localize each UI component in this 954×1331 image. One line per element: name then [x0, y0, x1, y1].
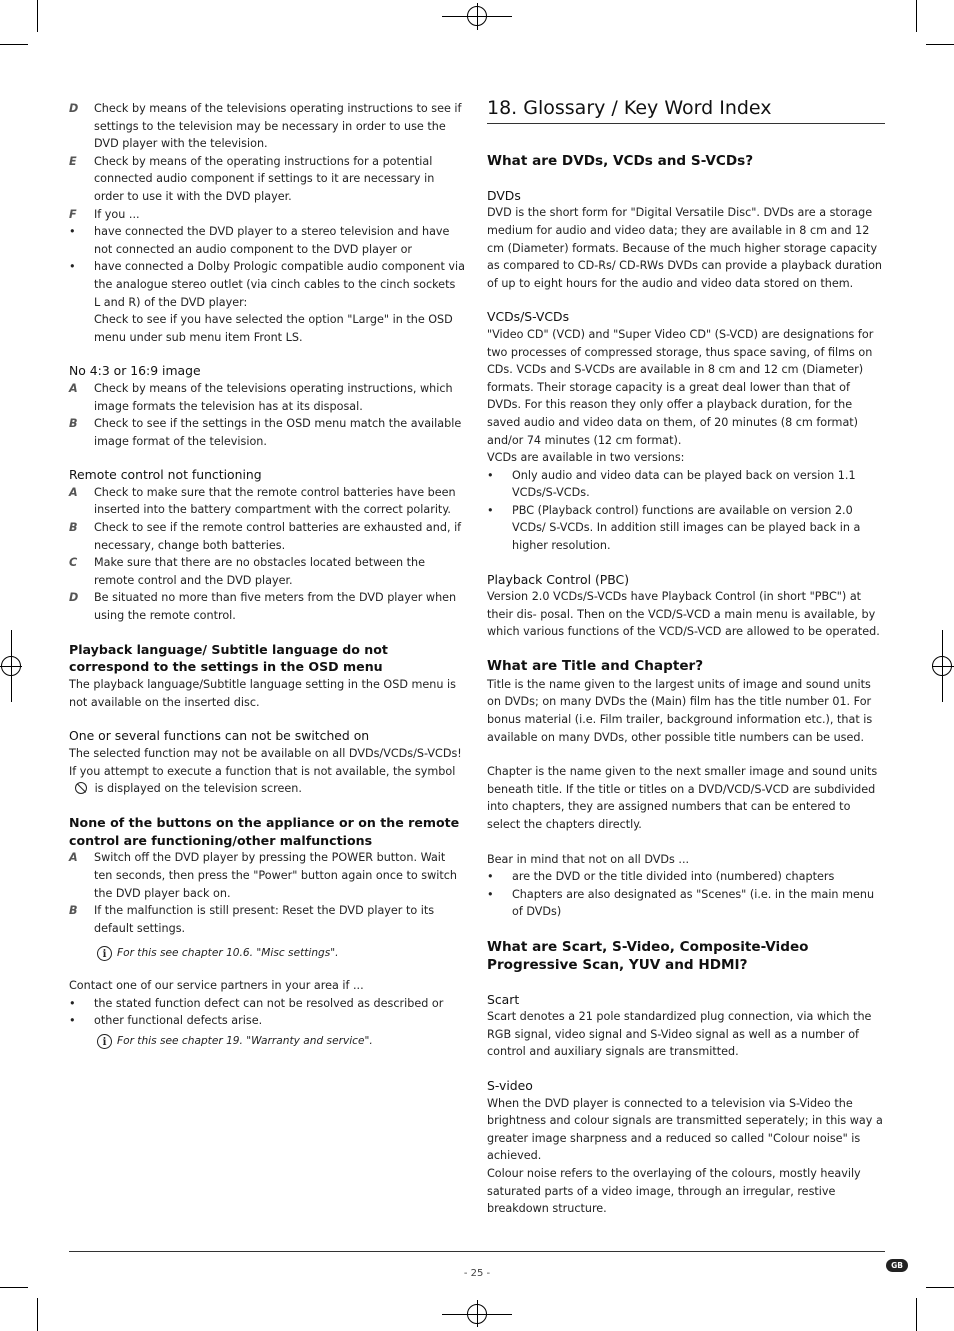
subsection-heading: Scart: [487, 991, 520, 1007]
section-heading: Playback language/ Subtitle language do not correspond to the settings in the OSD menu: [69, 641, 388, 675]
list-item: B Check to see if the remote control batteries are exhausted and, if necessary, change both batteries.: [69, 521, 462, 552]
subsection-heading: Playback Control (PBC): [487, 571, 630, 587]
paragraph: Check to see if you have selected the option "Large" in the OSD menu under sub menu item Front LS.: [94, 313, 453, 344]
list-item: B Check to see if the settings in the OSD menu match the available image format of the television.: [69, 417, 462, 448]
language-badge: GB: [886, 1259, 908, 1272]
paragraph: Colour noise refers to the overlaying of the colours, mostly heavily saturated parts of a video image, through an irregular, restive breakdown structure.: [487, 1166, 861, 1216]
section-heading: Remote control not functioning: [69, 467, 262, 483]
paragraph: Scart denotes a 21 pole standardized plug connection, via which the RGB signal, video signal and S-Video signal as well as a number of control and auxiliary signals are transmitted.: [487, 1010, 872, 1059]
bullet-item: • Chapters are also designated as "Scenes" (i.e. in the main menu of DVDs): [487, 887, 875, 919]
section-heading: What are Title and Chapter?: [487, 658, 704, 675]
list-item: D Be situated no more than five meters from the DVD player when using the remote control.: [69, 591, 457, 623]
list-item: A Switch off the DVD player by pressing the POWER button. Wait ten seconds, then press the "Power" button again once to switch the DVD player back on.: [69, 851, 457, 900]
section-heading: None of the buttons on the appliance or on the remote control are functioning/other malfunctions: [69, 814, 460, 848]
bullet-item: • have connected the DVD player to a stereo television and have not connected an audio component to the DVD player or: [69, 225, 450, 256]
list-item: A Check by means of the televisions operating instructions, which image formats the television has at its disposal.: [69, 381, 453, 413]
paragraph: If you attempt to execute a function that is not available, the symbol is displayed on the television screen.: [69, 764, 456, 796]
bullet-item: • PBC (Playback control) functions are available on version 2.0 VCDs/ S-VCDs. In addition still images can be played back in a higher resolution.: [487, 503, 861, 553]
bullet-item: • the stated function defect can not be resolved as described or: [69, 996, 444, 1010]
section-heading: No 4:3 or 16:9 image: [69, 363, 201, 379]
note: i For this see chapter 19. "Warranty and service".: [69, 1033, 465, 1051]
left-column: [69, 100, 465, 1050]
paragraph: The selected function may not be available on all DVDs/VCDs/S-VCDs!: [69, 747, 462, 760]
paragraph: Chapter is the name given to the next smaller image and sound units beneath title. If the title or titles on a DVD/VCD/S-VCD are subdivided into chapters, they are assigned numbers that can be entered to select the chapters directly.: [487, 765, 878, 831]
list-item: F If you ...: [69, 207, 140, 221]
paragraph: DVD is the short form for "Digital Versatile Disc". DVDs are a storage medium for audio and video data; they are available in 8 cm and 12 cm (Diameter) formats. Because of the much higher storage capacity as compared to CD-Rs/ CD-RWs DVDs can provide a playback duration of up to eight hours for the audio and video data stored on them.: [487, 206, 883, 290]
bullet-item: • Only audio and video data can be played back on version 1.1 VCDs/S-VCDs.: [487, 468, 856, 500]
section-heading: One or several functions can not be switched on: [69, 728, 370, 744]
page-title: 18. Glossary / Key Word Index: [487, 96, 885, 124]
paragraph: When the DVD player is connected to a television via S-Video the brightness and colour signals are transmitted seperately; in this way a greater image sharpness and a reduced so called "Colour noise" is achieved.: [487, 1096, 883, 1163]
bullet-item: • are the DVD or the title divided into (numbered) chapters: [487, 870, 835, 884]
paragraph: VCDs are available in two versions:: [487, 451, 685, 465]
section-heading: What are Scart, S-Video, Composite-Video Progressive Scan, YUV and HDMI?: [487, 938, 809, 973]
right-column: [487, 96, 885, 1218]
list-item: D Check by means of the televisions operating instructions to see if settings to the television may be necessary in order to use the DVD player with the television.: [69, 102, 462, 151]
paragraph: Bear in mind that not on all DVDs ...: [487, 852, 690, 866]
list-item: B If the malfunction is still present: Reset the DVD player to its default settings.: [69, 904, 435, 935]
bullet-item: • have connected a Dolby Prologic compatible audio component via the analogue stereo outlet (via cinch cables to the cinch sockets L and R) of the DVD player:: [69, 260, 466, 309]
prohibited-icon: [75, 782, 87, 794]
paragraph: "Video CD" (VCD) and "Super Video CD" (S-VCD) are designations for two processes of compressed storage, thus space saving, of films on CDs. VCDs and S-VCDs are available in 8 cm and 12 cm (Diameter) formats. Their storage capacity is a great deal lower than that of DVDs. For this reason they only offer a playback duration, for the saved audio and video data on them, of 20 minutes (8 cm format) and/or 74 minutes (12 cm format).: [487, 327, 874, 447]
subsection-heading: VCDs/S-VCDs: [487, 309, 570, 325]
section-heading: What are DVDs, VCDs and S-VCDs?: [487, 153, 754, 169]
paragraph: The playback language/Subtitle language setting in the OSD menu is not available on the inserted disc.: [69, 678, 456, 709]
list-item: E Check by means of the operating instructions for a potential connected audio component if settings to it are necessary in order to use it with the DVD player.: [69, 154, 435, 203]
info-icon: i: [97, 946, 112, 961]
subsection-heading: DVDs: [487, 187, 521, 203]
list-item: C Make sure that there are no obstacles located between the remote control and the DVD player.: [69, 556, 426, 587]
bullet-item: • other functional defects arise.: [69, 1014, 263, 1028]
note: i For this see chapter 10.6. "Misc settings".: [69, 945, 465, 963]
list-item: A Check to make sure that the remote control batteries have been inserted into the battery compartment with the correct polarity.: [69, 485, 456, 517]
subsection-heading: S-video: [487, 1077, 533, 1093]
info-icon: i: [97, 1034, 112, 1049]
page-number: - 25 -: [463, 1268, 491, 1279]
paragraph: Version 2.0 VCDs/S-VCDs have Playback Control (in short "PBC") at their dis- posal. Then on the VCD/S-VCD a main menu is available, by which various functions of the VCD/S-VCD are allowed to be operated.: [487, 590, 880, 639]
paragraph: Contact one of our service partners in your area if ...: [69, 978, 364, 992]
footer-divider: [69, 1251, 885, 1252]
paragraph: Title is the name given to the largest units of image and sound units on DVDs; on many DVDs the (Main) film has the title number 01. For bonus material (i.e. Film trailer, background information etc.), that is available on many DVDs, other possible title numbers can be used.: [487, 677, 873, 744]
